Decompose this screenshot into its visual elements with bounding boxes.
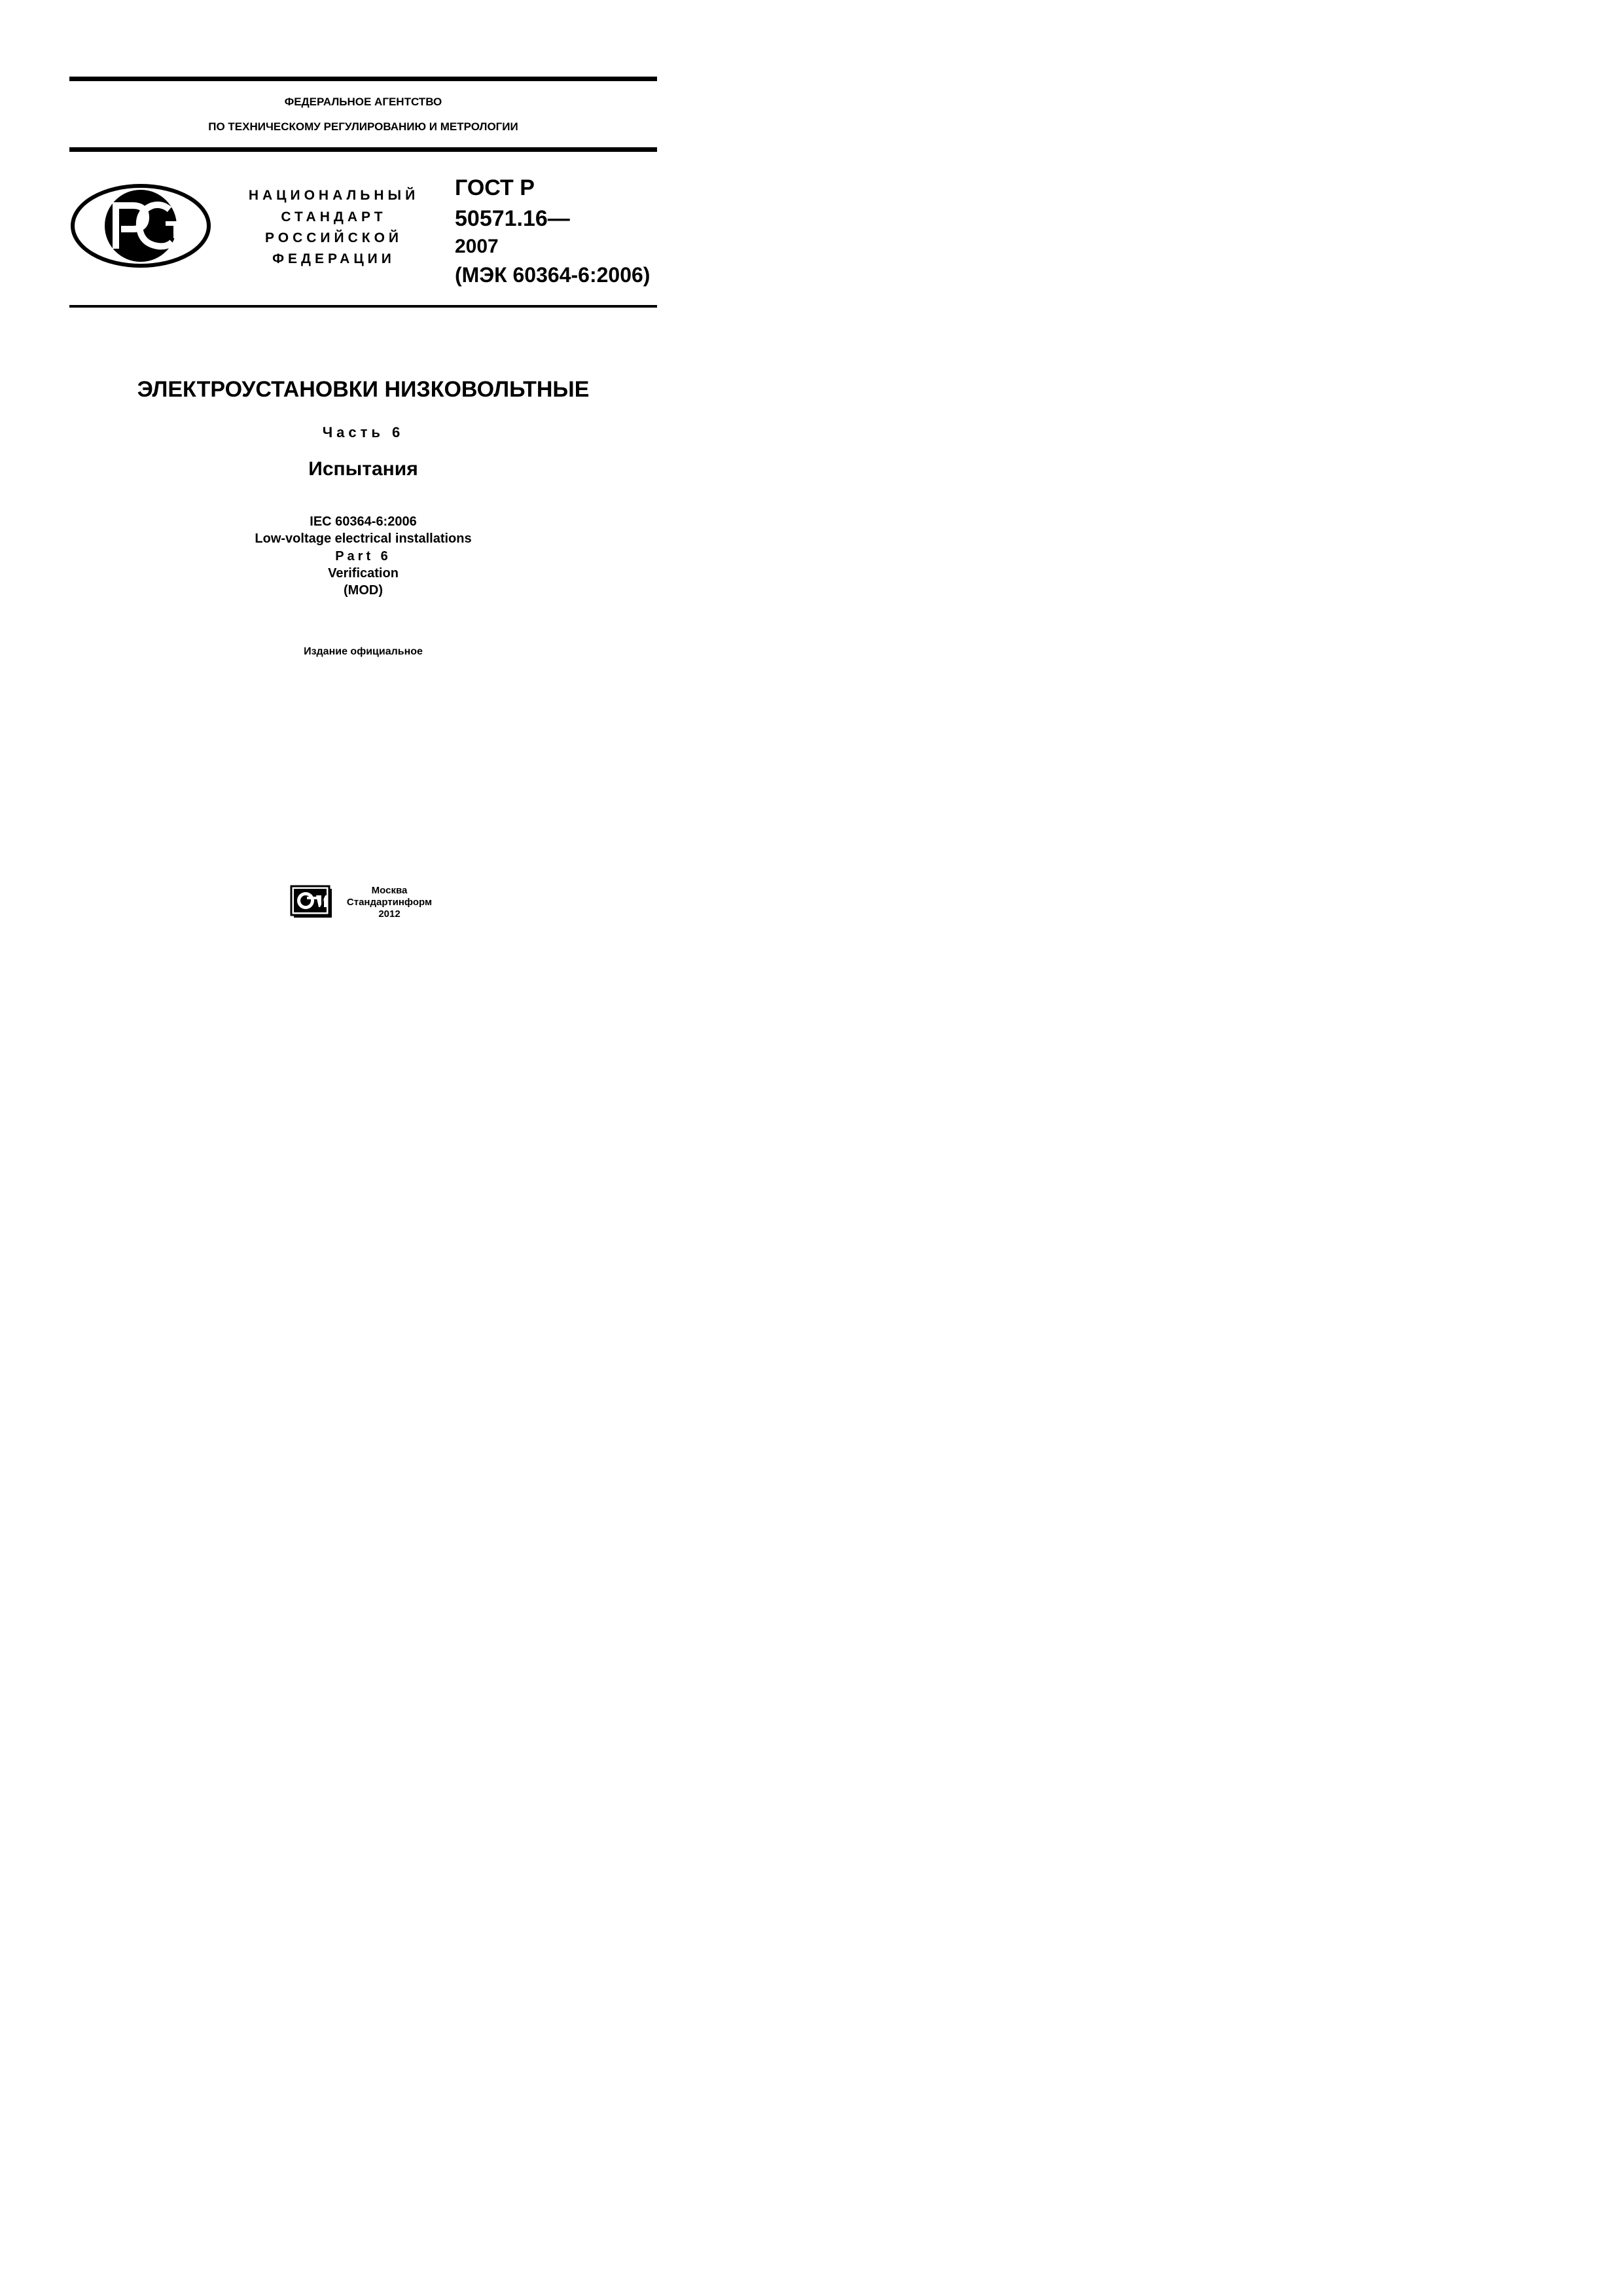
publication-year: 2012: [378, 908, 401, 920]
national-line-2: СТАНДАРТ: [281, 209, 387, 224]
modification-mark: (MOD): [344, 583, 383, 598]
gost-code-line-3: 2007: [455, 236, 499, 257]
gost-code-line-2: 50571.16—: [455, 206, 570, 231]
top-rule: [69, 77, 657, 81]
standard-block-bottom-rule: [69, 305, 657, 308]
gost-code-line-4: (МЭК 60364-6:2006): [455, 263, 651, 287]
national-line-1: НАЦИОНАЛЬНЫЙ: [248, 188, 419, 203]
header-bottom-rule: [69, 147, 657, 152]
document-title: ЭЛЕКТРОУСТАНОВКИ НИЗКОВОЛЬТНЫЕ: [137, 377, 590, 402]
agency-line-2: ПО ТЕХНИЧЕСКОМУ РЕГУЛИРОВАНИЮ И МЕТРОЛОГИИ: [208, 120, 518, 133]
english-title: Low-voltage electrical installations: [255, 531, 472, 546]
iec-reference: IEC 60364-6:2006: [310, 514, 417, 529]
english-subtitle: Verification: [328, 566, 399, 581]
agency-line-1: ФЕДЕРАЛЬНОЕ АГЕНТСТВО: [284, 96, 442, 108]
publisher-name: Стандартинформ: [346, 897, 433, 908]
publisher-city: Москва: [371, 885, 408, 896]
document-subtitle: Испытания: [308, 458, 418, 480]
english-part: Part 6: [335, 549, 391, 564]
national-line-4: ФЕДЕРАЦИИ: [272, 251, 395, 266]
part-label: Часть 6: [322, 424, 404, 440]
rst-logo: [70, 183, 211, 268]
standartinform-logo: [290, 885, 333, 919]
edition-note: Издание официальное: [304, 646, 423, 657]
gost-code-line-1: ГОСТ Р: [455, 175, 535, 200]
national-line-3: РОССИЙСКОЙ: [265, 230, 402, 245]
